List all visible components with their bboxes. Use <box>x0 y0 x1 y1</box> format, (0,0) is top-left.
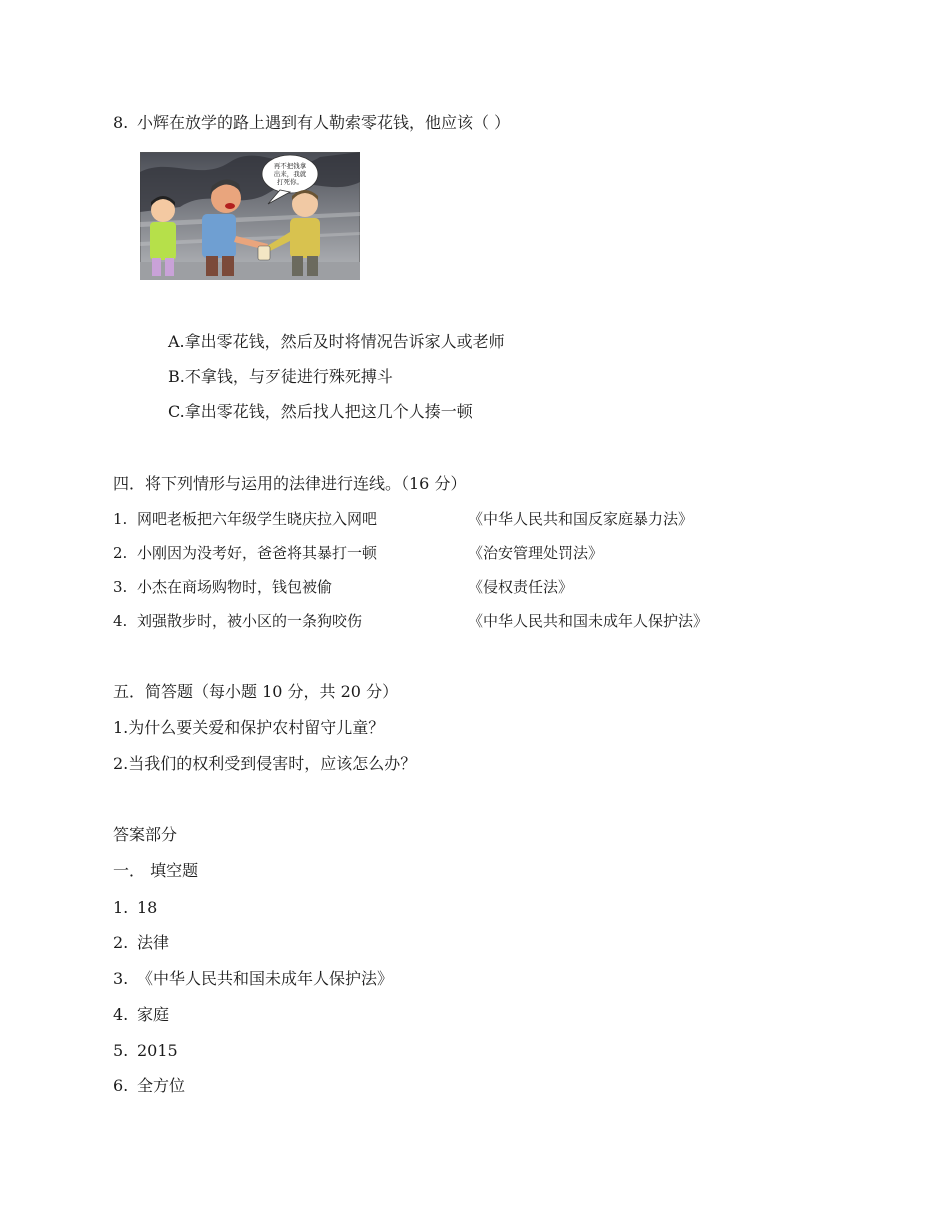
matching-law-2: 《治安管理处罚法》 <box>468 544 604 562</box>
short-answer-2: 2.当我们的权利受到侵害时，应该怎么办？ <box>113 754 417 773</box>
question-8-stem: 8. 小辉在放学的路上遇到有人勒索零花钱，他应该（ ） <box>113 113 511 132</box>
short-answer-1: 1.为什么要关爱和保护农村留守儿童？ <box>113 718 385 737</box>
option-c: C.拿出零花钱，然后找人把这几个人揍一顿 <box>168 402 473 421</box>
answer-6: 6. 全方位 <box>113 1076 186 1095</box>
answer-5: 5. 2015 <box>113 1041 178 1060</box>
answer-4: 4. 家庭 <box>113 1005 170 1024</box>
matching-situation-1: 1. 网吧老板把六年级学生晓庆拉入网吧 <box>113 510 378 528</box>
extortion-illustration <box>140 152 360 284</box>
speech-line-2: 出来，我就 <box>273 170 307 178</box>
speech-line-1: 再不把钱拿 <box>273 162 307 170</box>
section-4-title: 四．将下列情形与运用的法律进行连线。（16 分） <box>113 474 467 493</box>
matching-law-1: 《中华人民共和国反家庭暴力法》 <box>468 510 694 528</box>
option-a: A.拿出零花钱，然后及时将情况告诉家人或老师 <box>168 332 505 351</box>
matching-situation-2: 2. 小刚因为没考好，爸爸将其暴打一顿 <box>113 544 378 562</box>
option-b: B.不拿钱，与歹徒进行殊死搏斗 <box>168 367 393 386</box>
matching-situation-3: 3. 小杰在商场购物时，钱包被偷 <box>113 578 333 596</box>
answer-2: 2. 法律 <box>113 933 170 952</box>
question-8-number: 8. <box>113 113 129 132</box>
matching-law-4: 《中华人民共和国未成年人保护法》 <box>468 612 709 630</box>
speech-line-3: 打死你。 <box>277 178 303 186</box>
matching-law-3: 《侵权责任法》 <box>468 578 574 596</box>
answer-1: 1. 18 <box>113 898 158 917</box>
answers-subheading: 一． 填空题 <box>113 861 199 880</box>
matching-situation-4: 4. 刘强散步时，被小区的一条狗咬伤 <box>113 612 363 630</box>
section-5-title: 五．简答题（每小题 10 分，共 20 分） <box>113 682 399 701</box>
answer-3: 3. 《中华人民共和国未成年人保护法》 <box>113 969 394 988</box>
answers-heading: 答案部分 <box>113 825 178 844</box>
